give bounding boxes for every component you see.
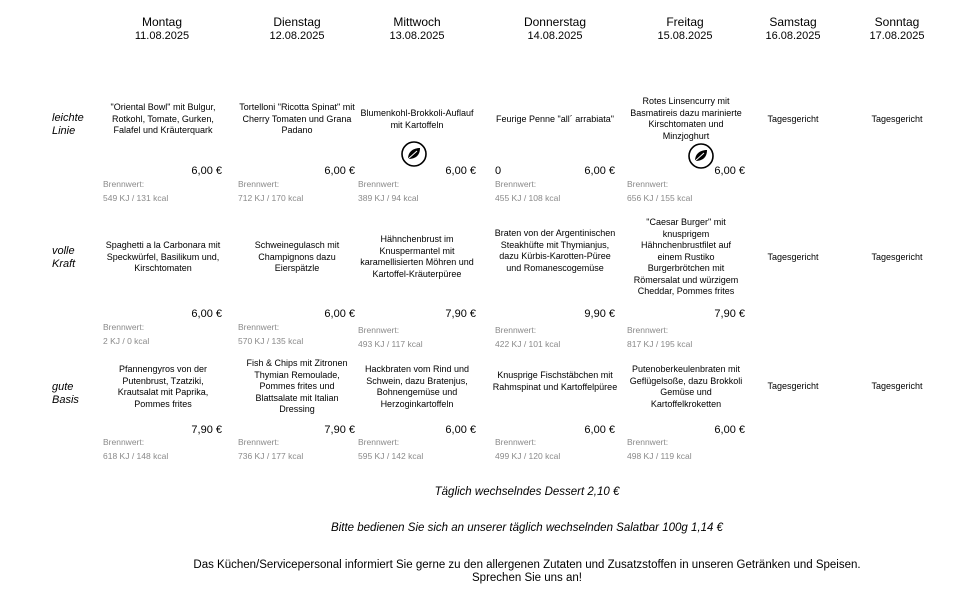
meal-price: 6,00 € <box>324 308 355 320</box>
meal-price: 7,90 € <box>324 424 355 436</box>
meal-description: Tortelloni "Ricotta Spinat" mit Cherry Tomaten und Grana Padano <box>239 102 355 135</box>
meal-extra-value: 0 <box>495 165 502 177</box>
meal-energy <box>495 323 560 351</box>
energy-value: 549 KJ / 131 kcal <box>103 193 169 203</box>
meal-price: 6,00 € <box>191 165 222 177</box>
meal-description: Putenoberkeulenbraten mit Geflügelsoße, dazu Brokkoli Gemüse und Kartoffelkroketten <box>629 364 743 409</box>
meal-description: Knusprige Fischstäbchen mit Rahmspinat und Kartoffelpüree <box>492 370 618 392</box>
energy-label: Brennwert: <box>495 437 537 447</box>
energy-value: 422 KJ / 101 kcal <box>495 339 561 349</box>
meal-description: "Caesar Burger" mit knusprigem Hähnchenbrustfilet auf einem Rustiko Burgerbrötchen mit Römersalat und würzigem Cheddar, Pommes frites <box>633 217 739 296</box>
energy-value: 817 KJ / 195 kcal <box>627 339 693 349</box>
meal-energy <box>358 323 423 351</box>
energy-value: 493 KJ / 117 kcal <box>358 339 423 349</box>
day-header-sunday <box>837 15 957 43</box>
daily-dish-sunday: Tagesgericht <box>871 381 923 391</box>
vegan-leaf-icon <box>400 140 428 168</box>
meal-energy <box>103 320 149 348</box>
line-label-line1: leichte <box>52 112 84 124</box>
meal-price: 7,90 € <box>191 424 222 436</box>
day-date: 16.08.2025 <box>765 30 821 42</box>
meal-price: 6,00 € <box>584 424 615 436</box>
meal-energy <box>358 435 423 463</box>
energy-label: Brennwert: <box>238 437 280 447</box>
line-label-gute-basis <box>52 381 79 407</box>
day-header-friday <box>625 15 745 43</box>
energy-value: 595 KJ / 142 kcal <box>358 451 424 461</box>
meal-price: 6,00 € <box>324 165 355 177</box>
meal-price: 6,00 € <box>445 165 476 177</box>
energy-value: 656 KJ / 155 kcal <box>627 193 693 203</box>
line-label-leichte-linie <box>52 112 84 138</box>
meal-energy <box>238 320 303 348</box>
line-label-line1: volle <box>52 245 75 257</box>
meal-description: Spaghetti a la Carbonara mit Speckwürfel, Basilikum und, Kirschtomaten <box>105 240 221 273</box>
energy-value: 2 KJ / 0 kcal <box>103 336 150 346</box>
energy-label: Brennwert: <box>495 325 537 335</box>
day-header-tuesday <box>237 15 357 43</box>
meal-energy <box>103 435 168 463</box>
energy-label: Brennwert: <box>358 325 400 335</box>
day-date: 11.08.2025 <box>134 30 190 42</box>
line-label-line2: Basis <box>52 394 79 406</box>
energy-label: Brennwert: <box>358 437 400 447</box>
contact-invitation: Sprechen Sie uns an! <box>472 572 582 584</box>
day-name: Dienstag <box>273 15 321 29</box>
meal-energy <box>627 323 692 351</box>
day-name: Samstag <box>769 15 817 29</box>
energy-label: Brennwert: <box>238 322 280 332</box>
day-header-wednesday <box>357 15 477 43</box>
energy-value: 455 KJ / 108 kcal <box>495 193 561 203</box>
day-name: Donnerstag <box>523 15 587 29</box>
meal-description: Pfannengyros von der Putenbrust, Tzatziki, Krautsalat mit Paprika, Pommes frites <box>117 364 209 409</box>
daily-dish-saturday: Tagesgericht <box>767 381 819 391</box>
meal-price: 7,90 € <box>445 308 476 320</box>
day-name: Sonntag <box>874 15 920 29</box>
daily-dish-saturday: Tagesgericht <box>767 252 819 262</box>
meal-description: Schweinegulasch mit Champignons dazu Eierspätzle <box>254 240 340 273</box>
energy-label: Brennwert: <box>103 179 145 189</box>
line-label-line2: Linie <box>52 125 76 137</box>
daily-dish-saturday: Tagesgericht <box>767 114 819 124</box>
meal-price: 7,90 € <box>714 308 745 320</box>
energy-value: 498 KJ / 119 kcal <box>627 451 692 461</box>
meal-price: 6,00 € <box>584 165 615 177</box>
meal-price: 6,00 € <box>714 165 745 177</box>
meal-description: "Oriental Bowl" mit Bulgur, Rotkohl, Tomate, Gurken, Falafel und Kräuterquark <box>110 102 216 135</box>
day-date: 17.08.2025 <box>869 30 925 42</box>
meal-energy <box>627 435 692 463</box>
day-name: Freitag <box>666 15 704 29</box>
meal-energy <box>238 435 303 463</box>
meal-energy <box>358 177 418 205</box>
day-date: 12.08.2025 <box>269 30 325 42</box>
day-header-saturday <box>733 15 853 43</box>
energy-label: Brennwert: <box>103 322 145 332</box>
day-header-thursday <box>495 15 615 43</box>
meal-description: Blumenkohl-Brokkoli-Auflauf mit Kartoffeln <box>360 108 474 130</box>
day-date: 13.08.2025 <box>389 30 445 42</box>
energy-value: 570 KJ / 135 kcal <box>238 336 304 346</box>
meal-energy <box>495 177 560 205</box>
meal-energy <box>238 177 303 205</box>
energy-value: 499 KJ / 120 kcal <box>495 451 561 461</box>
allergen-note <box>0 559 960 585</box>
vegan-leaf-icon-graphic <box>400 140 428 168</box>
meal-description: Rotes Linsencurry mit Basmatireis dazu marinierte Kirschtomaten und Minzjoghurt <box>630 96 742 141</box>
meal-description: Feurige Penne "all´ arrabiata" <box>496 114 614 124</box>
energy-label: Brennwert: <box>103 437 145 447</box>
meal-energy <box>627 177 692 205</box>
meal-energy <box>103 177 168 205</box>
energy-label: Brennwert: <box>495 179 537 189</box>
energy-value: 736 KJ / 177 kcal <box>238 451 304 461</box>
daily-dish-sunday: Tagesgericht <box>871 252 923 262</box>
daily-dish-sunday: Tagesgericht <box>871 114 923 124</box>
energy-label: Brennwert: <box>627 179 669 189</box>
dessert-note: Täglich wechselndes Dessert 2,10 € <box>434 486 620 498</box>
day-header-monday <box>102 15 222 43</box>
energy-label: Brennwert: <box>358 179 400 189</box>
energy-value: 389 KJ / 94 kcal <box>358 193 419 203</box>
line-label-line1: gute <box>52 381 74 393</box>
salad-bar-note: Bitte bedienen Sie sich an unserer täglich wechselnden Salatbar 100g 1,14 € <box>331 522 723 534</box>
energy-label: Brennwert: <box>238 179 280 189</box>
energy-value: 618 KJ / 148 kcal <box>103 451 169 461</box>
energy-value: 712 KJ / 170 kcal <box>238 193 304 203</box>
meal-price: 6,00 € <box>714 424 745 436</box>
allergen-info-text: Das Küchen/Servicepersonal informiert Sie gerne zu den allergenen Zutaten und Zusatzstoffen in unseren Getränken und Speisen. <box>193 559 861 571</box>
meal-price: 9,90 € <box>584 308 615 320</box>
day-date: 14.08.2025 <box>527 30 583 42</box>
day-name: Montag <box>141 15 183 29</box>
meal-description: Braten von der Argentinischen Steakhüfte mit Thymianjus, dazu Kürbis-Karotten-Püree und Romanescogemüse <box>494 228 616 273</box>
day-date: 15.08.2025 <box>657 30 713 42</box>
meal-description: Fish & Chips mit Zitronen Thymian Remoulade, Pommes frites und Blattsalate mit Italian Dressing <box>246 358 348 414</box>
day-name: Mittwoch <box>393 15 441 29</box>
line-label-volle-kraft <box>52 245 75 271</box>
energy-label: Brennwert: <box>627 325 669 335</box>
meal-energy <box>495 435 560 463</box>
energy-label: Brennwert: <box>627 437 669 447</box>
meal-description: Hähnchenbrust im Knuspermantel mit karamellisierten Möhren und Kartoffel-Kräuterpüree <box>360 234 474 279</box>
meal-price: 6,00 € <box>445 424 476 436</box>
meal-price: 6,00 € <box>191 308 222 320</box>
meal-description: Hackbraten vom Rind und Schwein, dazu Bratenjus, Bohnengemüse und Herzoginkartoffeln <box>364 364 470 409</box>
line-label-line2: Kraft <box>52 258 76 270</box>
